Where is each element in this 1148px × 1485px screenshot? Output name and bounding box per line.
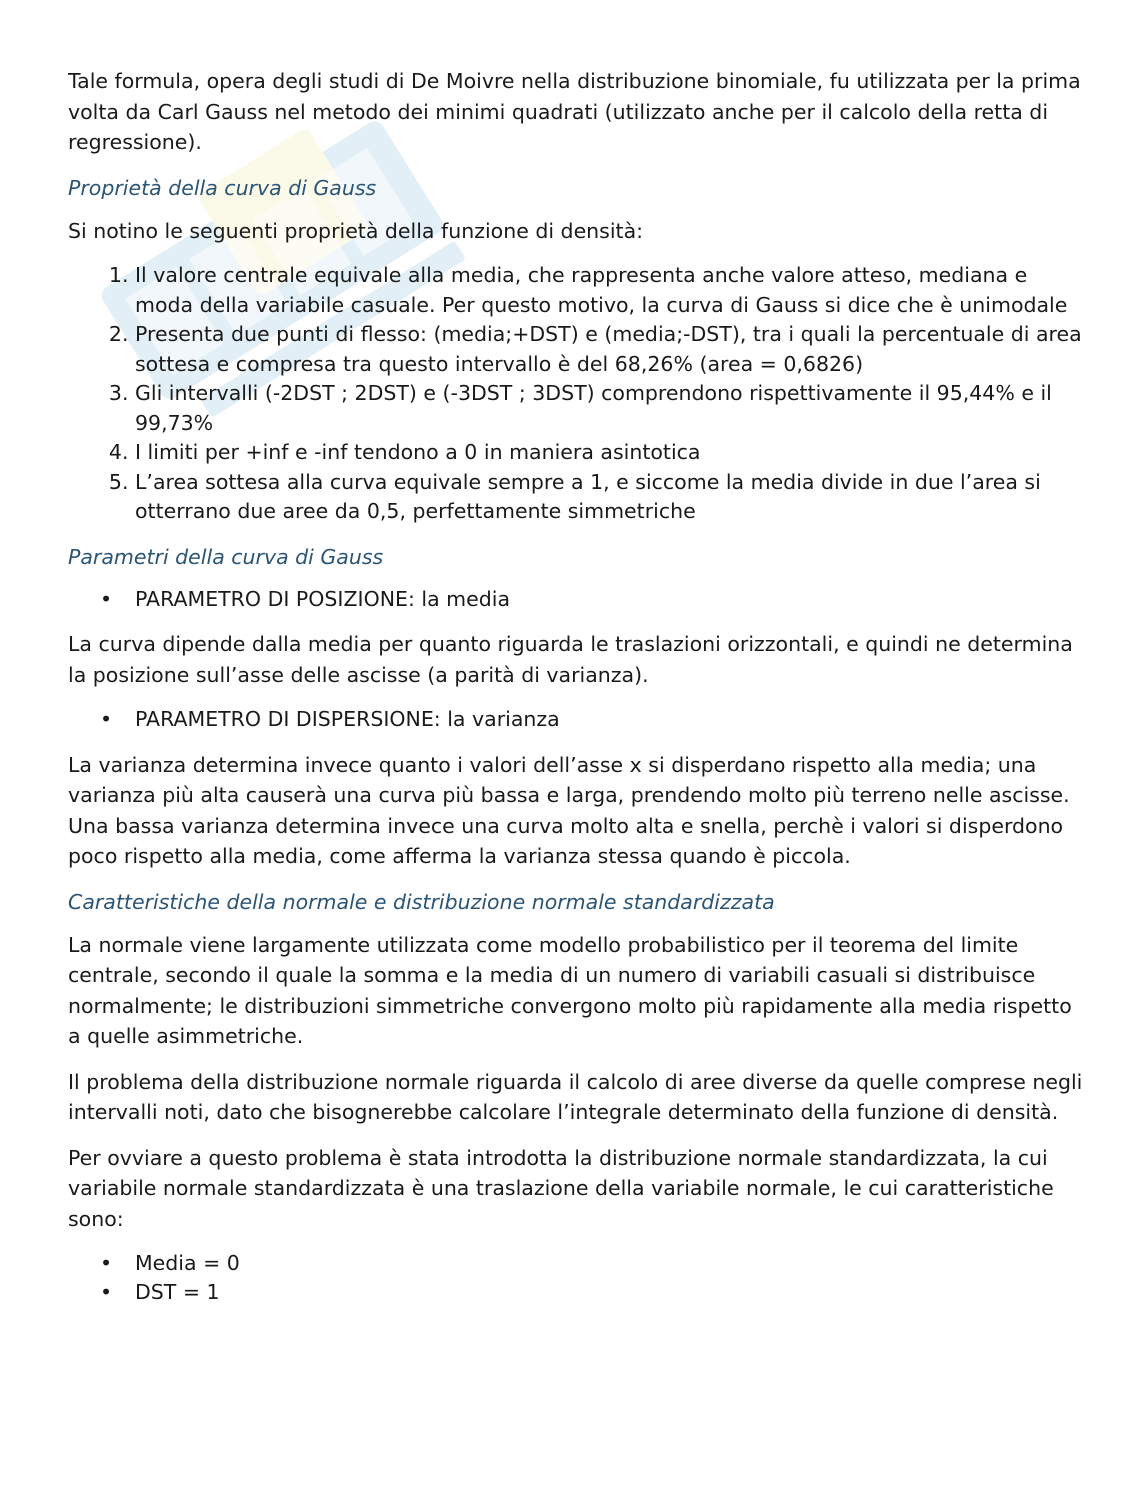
heading-properties: Proprietà della curva di Gauss <box>68 175 377 200</box>
list-item: 3. Gli intervalli (-2DST ; 2DST) e (-3DST ; 3DST) comprendono rispettivamente il 95,44% e il 99,73% <box>135 379 1088 438</box>
properties-lead: Si notino le seguenti proprietà della funzione di densità: <box>68 218 644 243</box>
heading-standard-normal: Caratteristiche della normale e distribuzione normale standardizzata <box>68 889 775 914</box>
list-item: 1. Il valore centrale equivale alla media, che rappresenta anche valore atteso, mediana e moda della variabile casuale. Per questo motivo, la curva di Gauss si dice che è unimodale <box>135 261 1088 320</box>
list-item: 5. L’area sottesa alla curva equivale sempre a 1, e siccome la media divide in due l’area si otterrano due aree da 0,5, perfettamente simmetriche <box>135 468 1088 527</box>
heading-parameters: Parametri della curva di Gauss <box>68 544 384 569</box>
standard-paragraph-2: Il problema della distribuzione normale riguarda il calcolo di aree diverse da quelle comprese negli intervalli noti, dato che bisognerebbe calcolare l’integrale determinato della funzione di densità. <box>68 1069 1083 1124</box>
position-parameter-list <box>68 585 1088 615</box>
document-page <box>68 66 1088 1322</box>
position-paragraph: La curva dipende dalla media per quanto riguarda le traslazioni orizzontali, e quindi ne determina la posizione sull’asse delle ascisse (a parità di varianza). <box>68 632 1073 687</box>
standard-paragraph-3: Per ovviare a questo problema è stata introdotta la distribuzione normale standardizzata, la cui variabile normale standardizzata è una traslazione della variabile normale, le cui caratteristiche sono: <box>68 1145 1054 1231</box>
standard-characteristics-list <box>68 1249 1088 1307</box>
list-item: • PARAMETRO DI DISPERSIONE: la varianza <box>135 705 1088 735</box>
standard-paragraph-1: La normale viene largamente utilizzata come modello probabilistico per il teorema del limite centrale, secondo il quale la somma e la media di un numero di variabili casuali si distribuisce normalmente; le distribuzioni simmetriche convergono molto più rapidamente alla media rispetto a quelle asimmetriche. <box>68 932 1072 1048</box>
list-item: • DST = 1 <box>135 1278 1088 1307</box>
dispersion-paragraph: La varianza determina invece quanto i valori dell’asse x si disperdano rispetto alla media; una varianza più alta causerà una curva più bassa e larga, prendendo molto più terreno nelle ascisse. Una bassa varianza determina invece una curva molto alta e snella, perchè i valori si disperdono poco rispetto alla media, come afferma la varianza stessa quando è piccola. <box>68 752 1070 868</box>
intro-paragraph: Tale formula, opera degli studi di De Moivre nella distribuzione binomiale, fu utilizzata per la prima volta da Carl Gauss nel metodo dei minimi quadrati (utilizzato anche per il calcolo della retta di regressione). <box>68 69 1081 154</box>
properties-list <box>68 261 1088 527</box>
dispersion-parameter-list <box>68 705 1088 735</box>
list-item: 4. I limiti per +inf e -inf tendono a 0 in maniera asintotica <box>135 438 1088 468</box>
list-item: • Media = 0 <box>135 1249 1088 1278</box>
list-item: 2. Presenta due punti di flesso: (media;+DST) e (media;-DST), tra i quali la percentuale di area sottesa e compresa tra questo intervallo è del 68,26% (area = 0,6826) <box>135 320 1088 379</box>
list-item: • PARAMETRO DI POSIZIONE: la media <box>135 585 1088 615</box>
